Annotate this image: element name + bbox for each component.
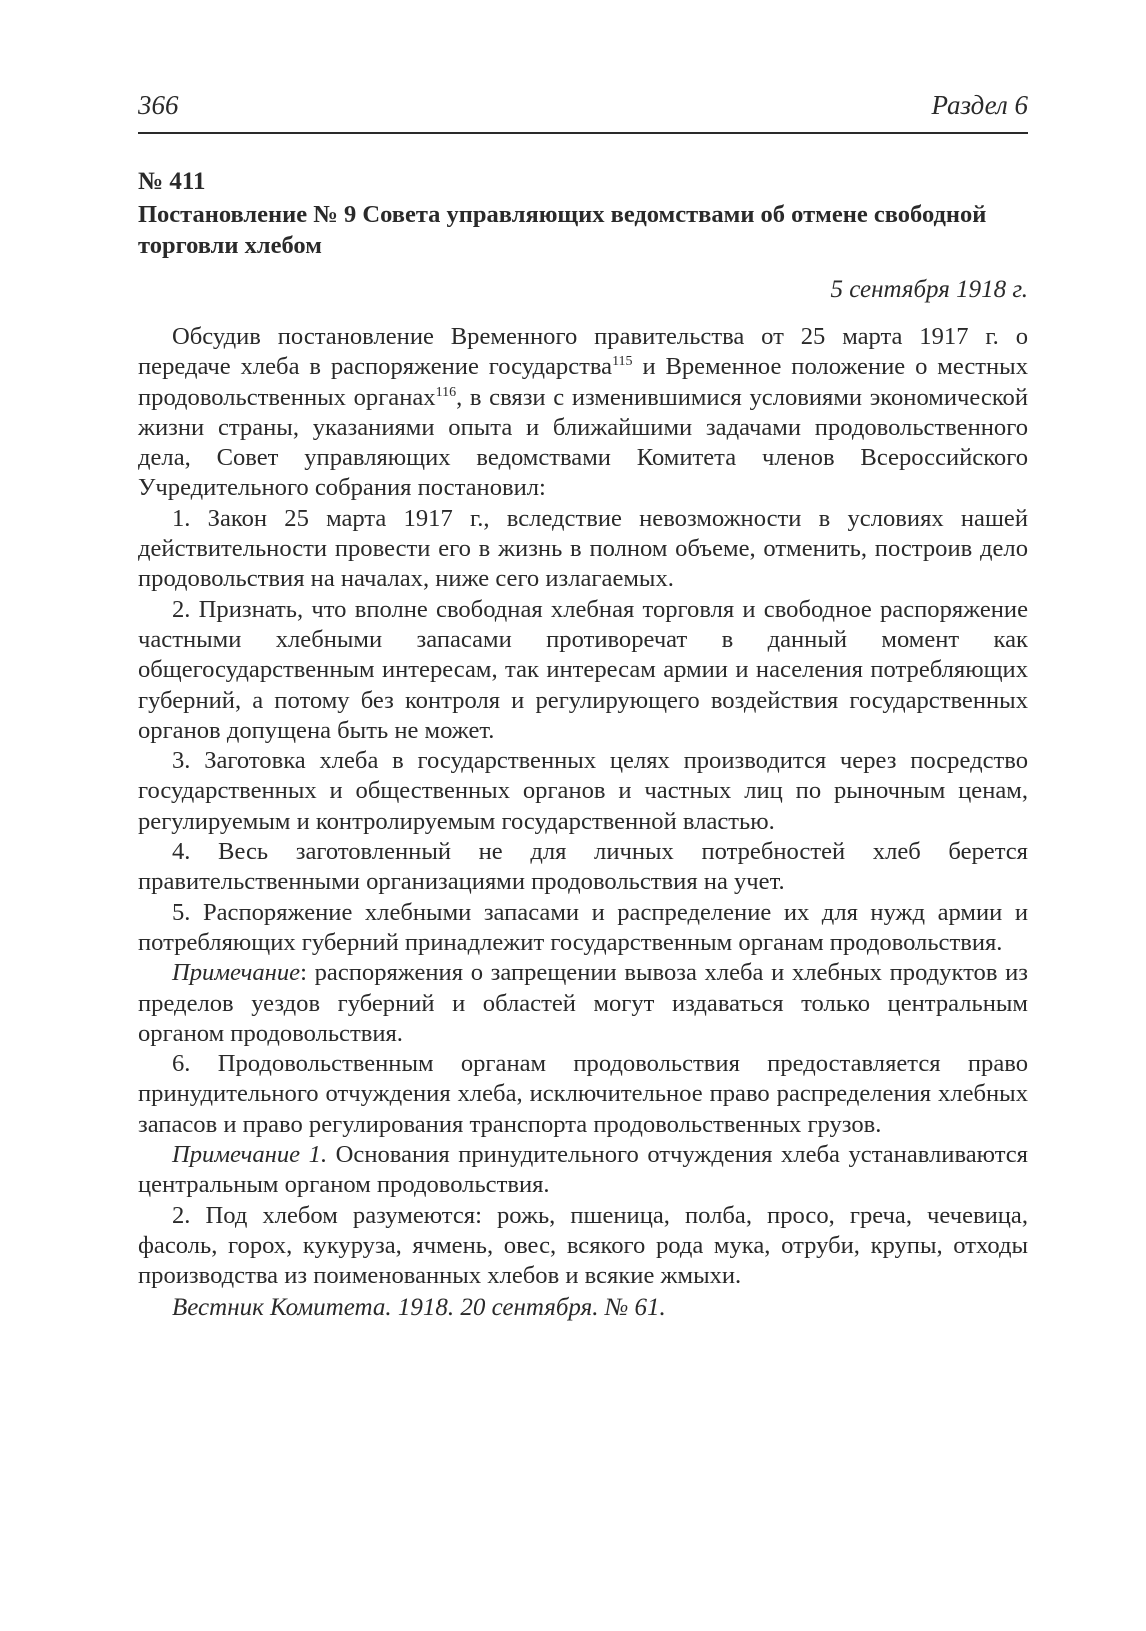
note-2-text: Основания принудительного отчуждения хлеба устанавливаются центральным органом продовольствия. bbox=[138, 1141, 1028, 1199]
document-title: Постановление № 9 Совета управляющих ведомствами об отмене свободной торговли хлебом bbox=[138, 201, 987, 259]
note-1-label: Примечание bbox=[172, 959, 301, 987]
running-header bbox=[138, 90, 1028, 130]
footnote-ref-115: 115 bbox=[612, 354, 633, 370]
intro-paragraph bbox=[138, 322, 1028, 504]
clause-2: 2. Признать, что вполне свободная хлебная торговля и свободное распоряжение частными хлебными запасами противоречат в данный момент как общегосударственным интересам, так интересам армии и населения потребляющих губерний, а потому без контроля и регулирующего воздействия государственных органов допущена быть не может. bbox=[138, 595, 1028, 744]
section-title: Раздел 6 bbox=[931, 90, 1028, 120]
document-number: № 411 bbox=[138, 168, 206, 195]
intro-text-2: и Временное положение о местных продовольственных органах bbox=[138, 353, 1028, 411]
footnote-ref-116: 116 bbox=[435, 384, 457, 400]
clause-5: 5. Распоряжение хлебными запасами и распределение их для нужд армии и потребляющих губерний принадлежит государственным органам продовольствия. bbox=[138, 898, 1028, 956]
intro-text-3: , в связи с изменившимися условиями экономической жизни страны, указаниями опыта и ближайшими задачами продовольственного дела, Совет управляющих ведомствами Комитета членов Всероссийского Учредительного собрания постановил: bbox=[138, 383, 1028, 502]
note-3: 2. Под хлебом разумеются: рожь, пшеница, полба, просо, греча, чечевица, фасоль, горох, кукуруза, ячмень, овес, всякого рода мука, отруби, крупы, отходы производства из поименованных хлебов и всякие жмыхи. bbox=[138, 1201, 1028, 1290]
note-2-label: Примечание 1. bbox=[172, 1141, 328, 1169]
clause-4: 4. Весь заготовленный не для личных потребностей хлеб берется правительственными организациями продовольствия на учет. bbox=[138, 838, 1028, 896]
source-citation: Вестник Комитета. 1918. 20 сентября. № 61. bbox=[172, 1294, 666, 1321]
clause-3: 3. Заготовка хлеба в государственных целях производится через посредство государственных и общественных органов и частных лиц по рыночным ценам, регулируемым и контролируемым государственной властью. bbox=[138, 747, 1028, 835]
note-1 bbox=[138, 958, 1028, 1049]
header-rule bbox=[138, 132, 1028, 134]
clause-6: 6. Продовольственным органам продовольствия предоставляется право принудительного отчуждения хлеба, исключительное право распределения хлебных запасов и право регулирования транспорта продовольственных грузов. bbox=[138, 1050, 1028, 1138]
intro-text-1: Обсудив постановление Временного правительства от 25 марта 1917 г. о передаче хлеба в распоряжение государства bbox=[138, 323, 1028, 381]
document-body bbox=[138, 322, 1028, 1292]
page-number: 366 bbox=[138, 90, 179, 120]
document-date: 5 сентября 1918 г. bbox=[830, 276, 1028, 303]
note-1-text: : распоряжения о запрещении вывоза хлеба и хлебных продуктов из пределов уездов губерний и областей могут издаваться только центральным органом продовольствия. bbox=[138, 959, 1028, 1047]
note-2 bbox=[138, 1140, 1028, 1201]
clause-1: 1. Закон 25 марта 1917 г., вследствие невозможности в условиях нашей действительности провести его в жизнь в полном объеме, отменить, построив дело продовольствия на началах, ниже сего излагаемых. bbox=[138, 504, 1028, 593]
